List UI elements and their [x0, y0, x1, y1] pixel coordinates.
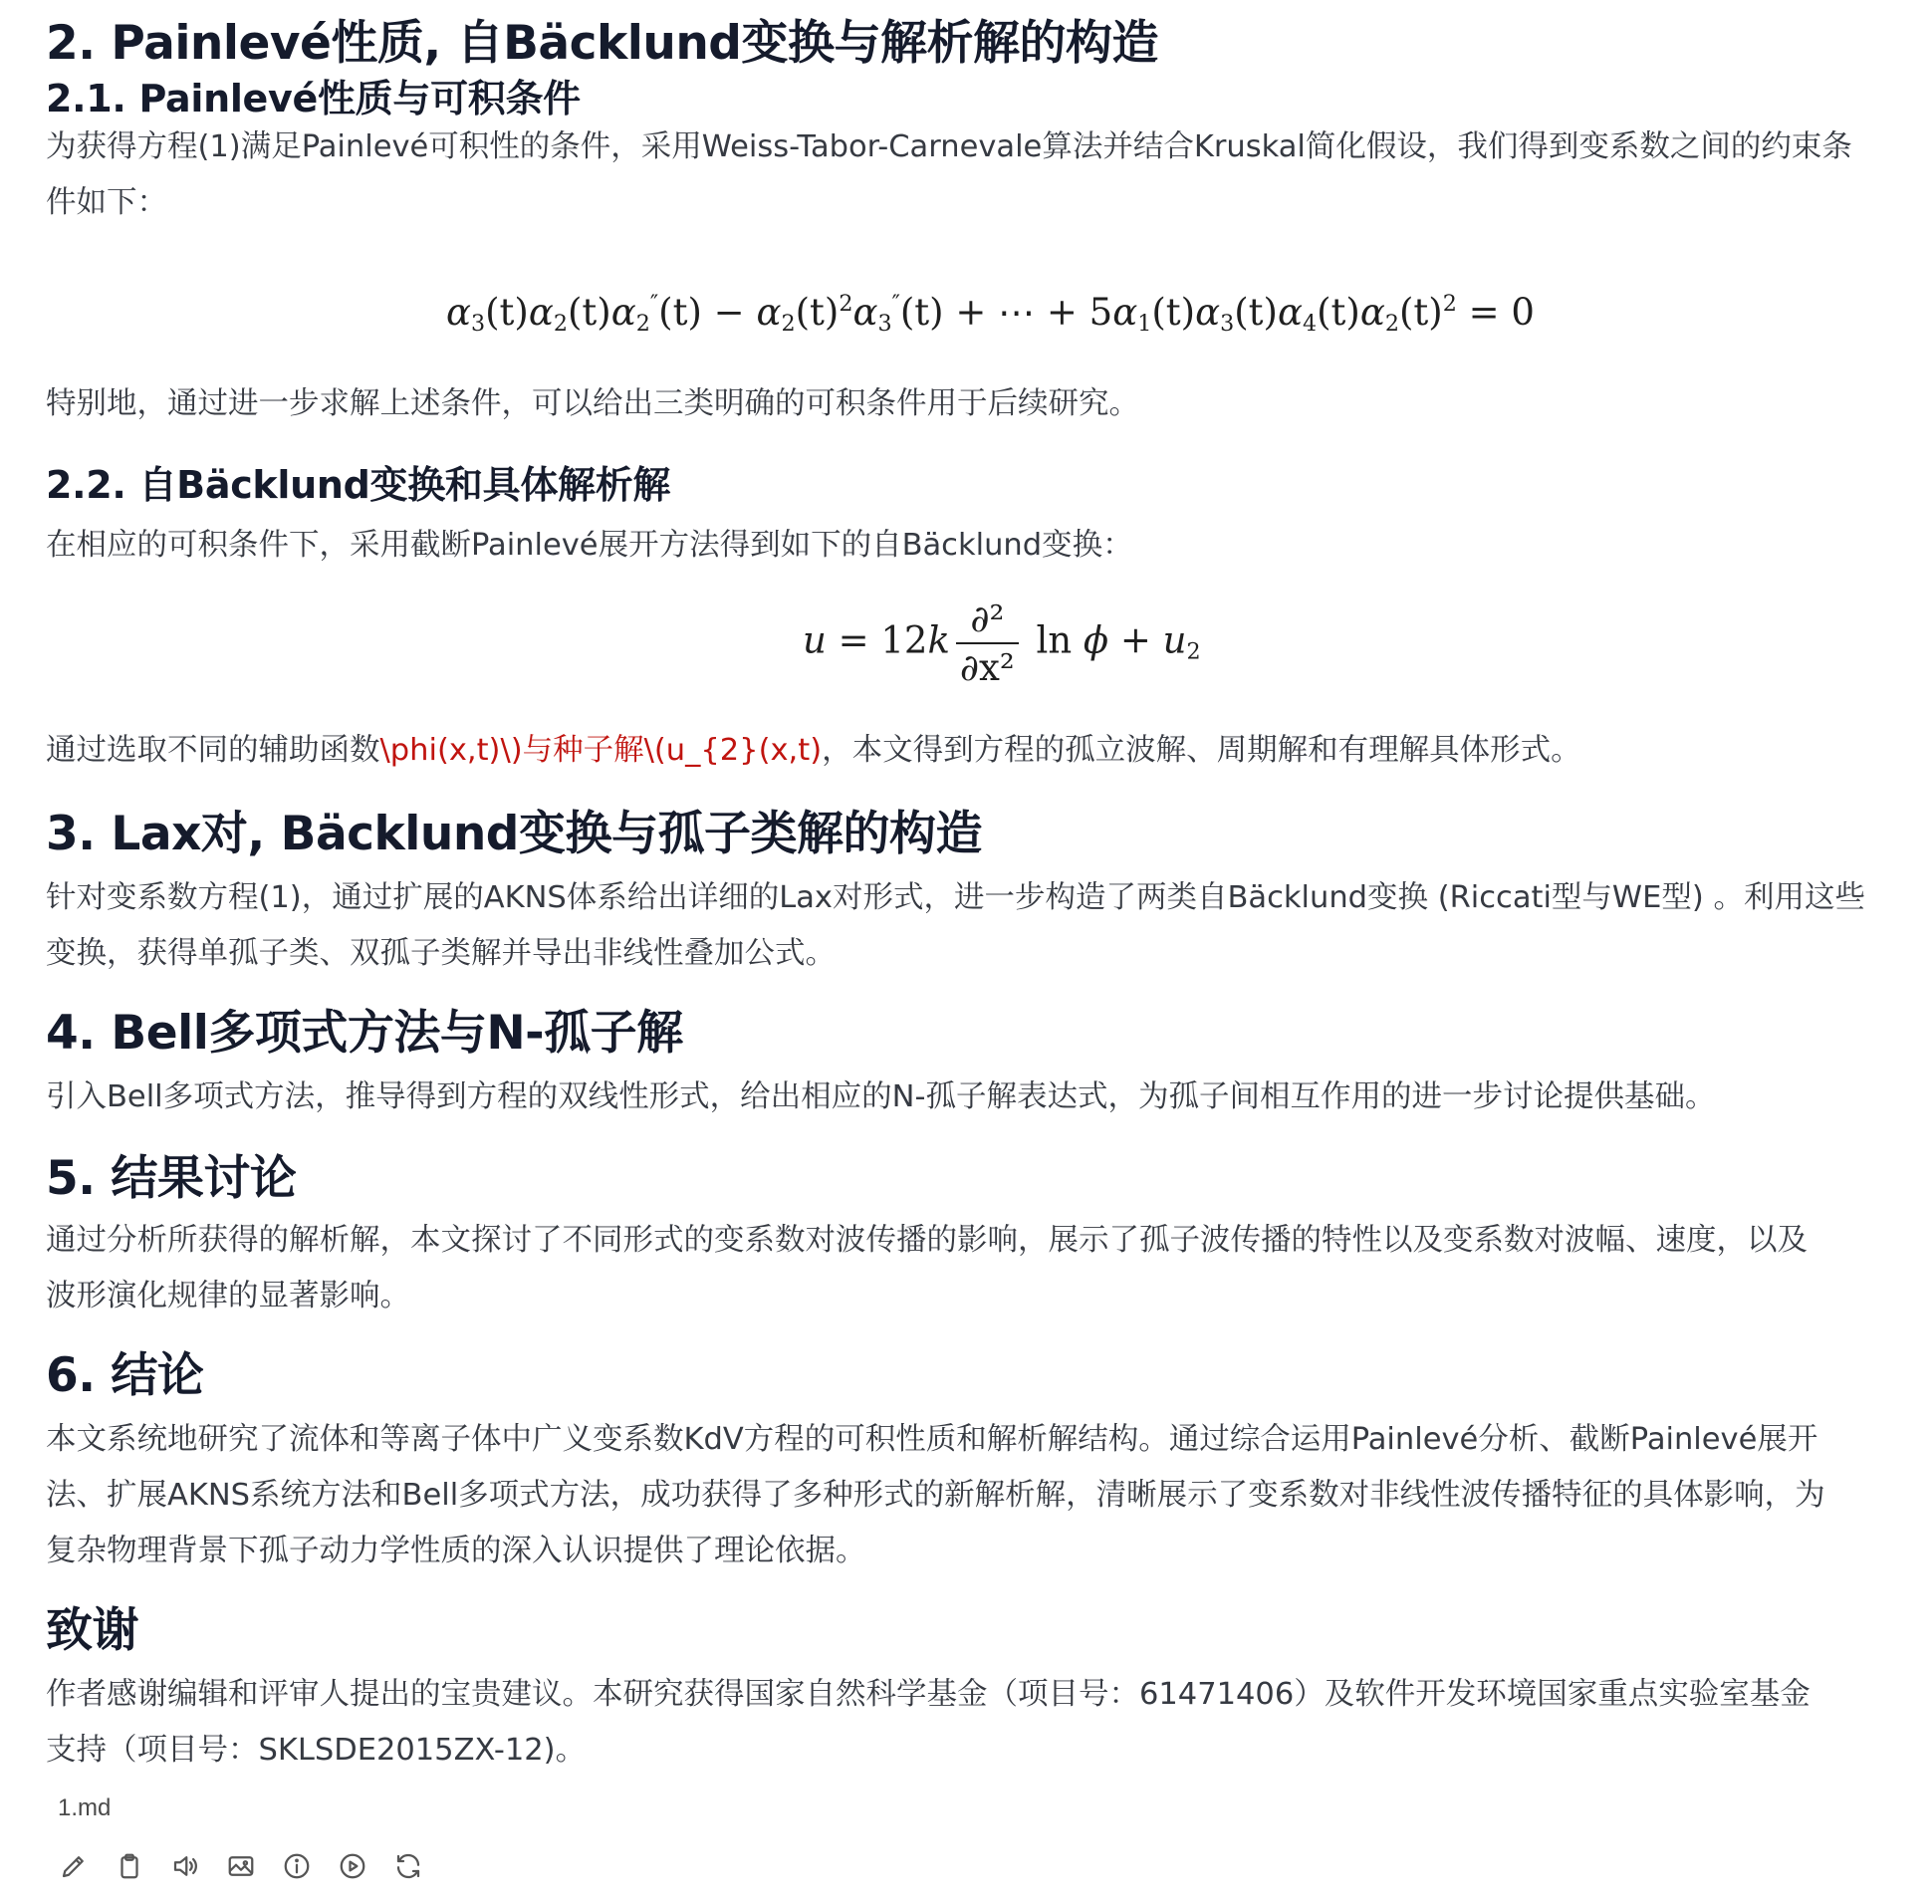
backlund-equation — [803, 597, 1201, 689]
paragraph — [46, 1667, 1918, 1779]
speaker-icon — [170, 1851, 200, 1881]
eq-term: (t) — [1317, 291, 1360, 334]
paragraph: 引入Bell多项式方法，推导得到方程的双线性形式，给出相应的N-孤子解表达式，为孤子间相互作用的进一步讨论提供基础。 — [46, 1079, 1716, 1114]
paragraph-line: 本文系统地研究了流体和等离子体中广义变系数KdV方程的可积性质和解析解结构。通过综合运用Painlevé分析、截断Painlevé展开 — [46, 1422, 1818, 1457]
eq-term: (t) — [1398, 291, 1443, 334]
constraint-equation: $\alpha_3(t)\alpha_2(t)\alpha_2''(t) - \alpha_2(t)^2\alpha_3''(t)$ + ⋯ + $5\alpha_1(t)\alpha_3(t)\alpha_4(t)\alpha_2(t)^2 = 0$ — [446, 291, 1535, 337]
paragraph-line: 针对变系数方程(1)，通过扩展的AKNS体系给出详细的Lax对形式，进一步构造了两类自Bäcklund变换 (Riccati型与WE型) 。利用这些 — [46, 880, 1865, 915]
section-6-heading: 6. 结论 — [46, 1348, 204, 1403]
image-icon — [226, 1851, 256, 1881]
copy-button[interactable] — [112, 1848, 147, 1884]
paragraph: 特别地，通过进一步求解上述条件，可以给出三类明确的可积条件用于后续研究。 — [46, 386, 1139, 421]
eq-term: (t) — [658, 291, 702, 334]
eq-ellipsis: + ⋯ + 5 — [943, 291, 1113, 334]
paragraph — [46, 1412, 1918, 1579]
play-icon — [338, 1851, 367, 1881]
paragraph-line: 复杂物理背景下孤子动力学性质的深入认识提供了理论依据。 — [46, 1534, 866, 1568]
refresh-icon — [393, 1851, 423, 1881]
info-icon — [282, 1851, 312, 1881]
eq-fraction — [956, 597, 1019, 689]
eq-equals: = 12 — [826, 618, 928, 662]
eq-var: u — [1162, 618, 1187, 662]
eq-subscript: 2 — [1186, 638, 1201, 665]
read-aloud-button[interactable] — [167, 1848, 203, 1884]
eq-term: (t) — [1234, 291, 1278, 334]
paragraph-line: 通过分析所获得的解析解，本文探讨了不同形式的变系数对波传播的影响，展示了孤子波传播的特性以及变系数对波幅、速度，以及 — [46, 1223, 1808, 1258]
eq-ln: ln — [1024, 618, 1084, 662]
eq-plus: + — [1108, 618, 1163, 662]
regenerate-button[interactable] — [390, 1848, 426, 1884]
text-run: ，本文得到方程的孤立波解、周期解和有理解具体形式。 — [822, 733, 1581, 768]
eq-term: (t) — [1151, 291, 1196, 334]
paragraph-line: 作者感谢编辑和评审人提出的宝贵建议。本研究获得国家自然科学基金（项目号：61471406）及软件开发环境国家重点实验室基金 — [46, 1677, 1811, 1712]
acknowledgements-heading: 致谢 — [46, 1603, 138, 1658]
paragraph-line: 法、扩展AKNS系统方法和Bell多项式方法，成功获得了多种形式的新解析解，清晰展示了变系数对非线性波传播特征的具体影响，为 — [46, 1478, 1825, 1513]
paragraph — [46, 119, 1918, 231]
eq-var: u — [803, 618, 827, 662]
raw-latex-text: \phi(x,t)\)与种子解\(u_{2}(x,t) — [379, 733, 823, 768]
section-4-heading: 4. Bell多项式方法与N-孤子解 — [46, 1006, 683, 1061]
section-2-1-heading: 2.1. Painlevé性质与可积条件 — [46, 77, 581, 120]
paragraph-line: 支持（项目号：SKLSDE2015ZX-12)。 — [46, 1733, 587, 1768]
info-button[interactable] — [279, 1848, 315, 1884]
paragraph — [46, 870, 1918, 982]
pencil-icon — [59, 1851, 89, 1881]
paragraph-line: 为获得方程(1)满足Painlevé可积性的条件，采用Weiss-Tabor-Carnevale算法并结合Kruskal简化假设，我们得到变系数之间的约束条 — [46, 129, 1852, 164]
eq-var: ϕ — [1083, 618, 1109, 662]
text-run: 通过选取不同的辅助函数 — [46, 733, 380, 768]
section-5-heading: 5. 结果讨论 — [46, 1151, 297, 1206]
play-button[interactable] — [335, 1848, 370, 1884]
eq-term: (t) — [568, 291, 611, 334]
paragraph-line: 件如下： — [46, 185, 167, 220]
paragraph — [46, 1213, 1918, 1324]
eq-equals: = 0 — [1456, 291, 1535, 334]
eq-term: (t) — [899, 291, 944, 334]
paragraph: 在相应的可积条件下，采用截断Painlevé展开方法得到如下的自Bäcklund变换： — [46, 528, 1133, 563]
edit-button[interactable] — [56, 1848, 92, 1884]
file-name-label: 1.md — [58, 1794, 112, 1821]
paragraph-line: 波形演化规律的显著影响。 — [46, 1279, 410, 1313]
eq-term: (t) — [795, 291, 840, 334]
message-toolbar — [56, 1848, 426, 1884]
eq-denominator: ∂x² — [959, 646, 1015, 689]
paragraph — [46, 723, 1918, 779]
paragraph-line: 变换，获得单孤子类、双孤子类解并导出非线性叠加公式。 — [46, 936, 836, 971]
clipboard-icon — [115, 1851, 144, 1881]
eq-term: (t) — [485, 291, 529, 334]
section-2-2-heading: 2.2. 自Bäcklund变换和具体解析解 — [46, 463, 671, 507]
section-2-heading: 2. Painlevé性质, 自Bäcklund变换与解析解的构造 — [46, 16, 1158, 71]
section-3-heading: 3. Lax对, Bäcklund变换与孤子类解的构造 — [46, 807, 982, 861]
eq-var: k — [927, 618, 950, 662]
eq-numerator: ∂² — [956, 597, 1019, 644]
image-button[interactable] — [223, 1848, 259, 1884]
